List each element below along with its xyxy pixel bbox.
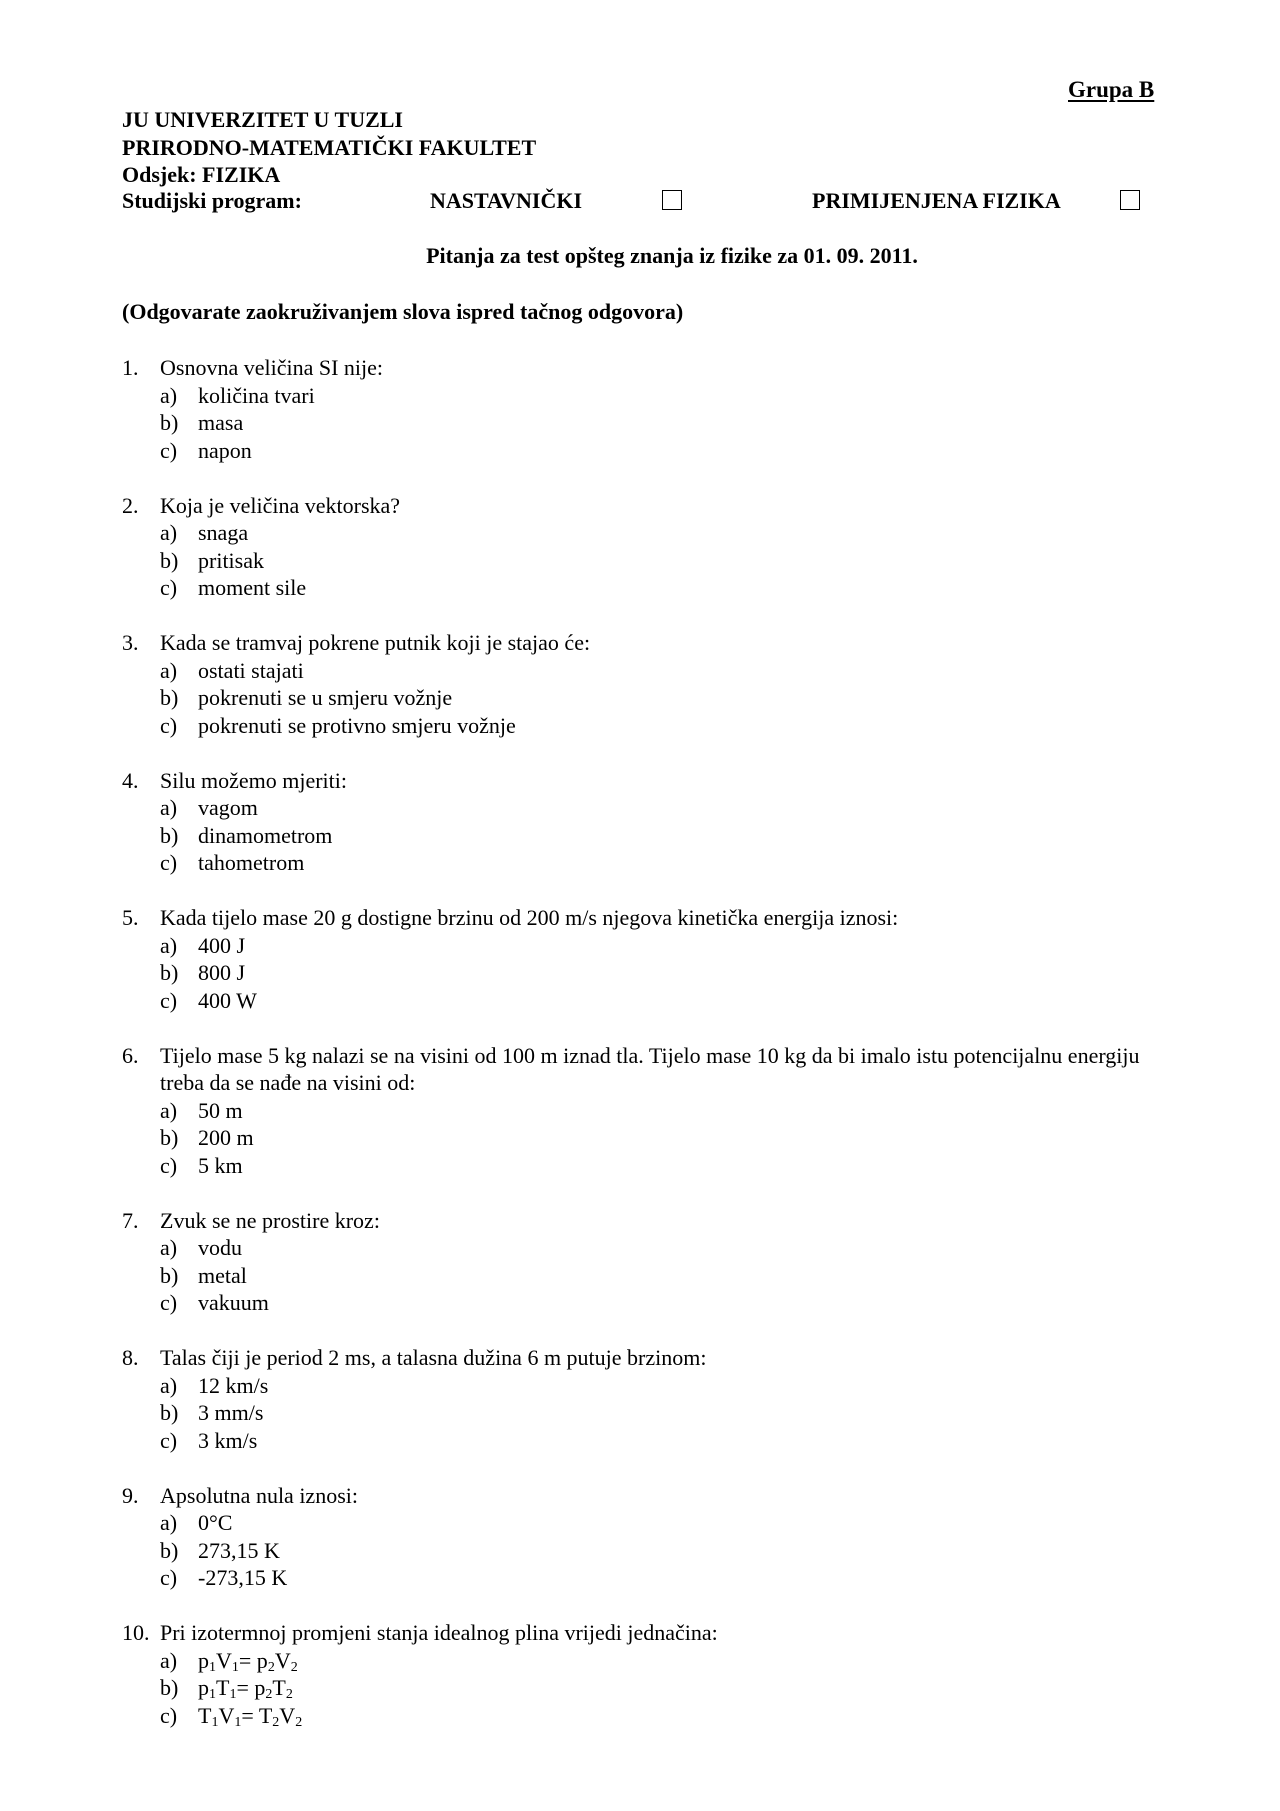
- answer-text: 3 km/s: [198, 1427, 258, 1453]
- answer-letter: a): [160, 1647, 178, 1673]
- question-number: 1.: [122, 355, 139, 380]
- answer-option[interactable]: [122, 1152, 1172, 1180]
- department-name: Odsjek: FIZIKA: [122, 162, 281, 187]
- answer-option[interactable]: [122, 1372, 1172, 1400]
- question-text: Silu možemo mjeriti:: [160, 767, 347, 793]
- answer-option[interactable]: [122, 1647, 1172, 1675]
- answer-text: moment sile: [198, 575, 307, 600]
- answer-option[interactable]: [122, 712, 1172, 740]
- answer-letter: b): [160, 1537, 179, 1563]
- question-item: [122, 904, 1172, 1014]
- answer-letter: c): [160, 575, 178, 600]
- answer-letter: a): [160, 1372, 178, 1398]
- answer-option[interactable]: [122, 1097, 1172, 1125]
- question-line: [122, 904, 1172, 932]
- answer-letter: c): [160, 1565, 178, 1590]
- question-line: [122, 767, 1172, 795]
- answer-letter: a): [160, 657, 178, 683]
- answer-letter: b): [160, 1262, 179, 1288]
- answer-option[interactable]: [122, 1537, 1172, 1565]
- question-number: 4.: [122, 767, 139, 793]
- question-item: [122, 354, 1172, 464]
- answer-option[interactable]: [122, 932, 1172, 960]
- answer-letter: b): [160, 1125, 179, 1150]
- answer-letter: c): [160, 1290, 178, 1315]
- answer-text: $p_1T_1= p_2T_2$: [198, 1675, 293, 1702]
- answer-letter: c): [160, 850, 178, 875]
- question-line: [122, 354, 1172, 382]
- answer-option[interactable]: [122, 1509, 1172, 1537]
- question-text: Pri izotermnoj promjeni stanja idealnog plina vrijedi jednačina:: [160, 1620, 718, 1645]
- group-label: Grupa B: [1068, 77, 1155, 102]
- answer-option[interactable]: [122, 437, 1172, 465]
- study-program-label: Studijski program:: [122, 188, 302, 213]
- answer-option[interactable]: [122, 1427, 1172, 1455]
- question-text: Tijelo mase 5 kg nalazi se na visini od 100 m iznad tla. Tijelo mase 10 kg da bi imalo istu potencijalnu energiju treba da se nađe na visini od:: [160, 1042, 1140, 1095]
- test-title: Pitanja za test opšteg znanja iz fizike za 01. 09. 2011.: [426, 243, 918, 268]
- answer-text: masa: [198, 410, 244, 435]
- answer-text: vodu: [198, 1235, 242, 1260]
- question-text: Apsolutna nula iznosi:: [160, 1482, 358, 1508]
- university-name: JU UNIVERZITET U TUZLI: [122, 107, 403, 132]
- question-text: Talas čiji je period 2 ms, a talasna dužina 6 m putuje brzinom:: [160, 1345, 707, 1370]
- answer-option[interactable]: [122, 987, 1172, 1015]
- question-text: Osnovna veličina SI nije:: [160, 355, 384, 380]
- answer-text: metal: [198, 1262, 247, 1288]
- question-line: [122, 492, 1172, 520]
- question-number: 9.: [122, 1482, 139, 1508]
- question-item: [122, 629, 1172, 739]
- question-item: [122, 492, 1172, 602]
- answer-text: 273,15 K: [198, 1537, 280, 1563]
- question-line: [122, 1482, 1172, 1510]
- question-item: [122, 1207, 1172, 1317]
- answer-letter: c): [160, 712, 178, 738]
- answer-text: -273,15 K: [198, 1565, 288, 1590]
- answer-option[interactable]: [122, 1234, 1172, 1262]
- answer-letter: c): [160, 437, 178, 463]
- answer-option[interactable]: [122, 1702, 1172, 1730]
- answer-option[interactable]: [122, 1399, 1172, 1427]
- question-number: 3.: [122, 630, 139, 655]
- answer-text: $T_1V_1= T_2V_2$: [198, 1702, 303, 1730]
- answer-text: pokrenuti se protivno smjeru vožnje: [198, 712, 516, 738]
- question-number: 7.: [122, 1207, 139, 1233]
- answer-letter: b): [160, 685, 179, 710]
- answer-text: 0°C: [198, 1510, 233, 1535]
- answer-letter: c): [160, 1427, 178, 1453]
- answer-letter: c): [160, 1152, 178, 1178]
- question-number: 2.: [122, 492, 139, 518]
- answer-text: 400 W: [198, 987, 257, 1013]
- question-text: Koja je veličina vektorska?: [160, 492, 401, 518]
- answer-text: vakuum: [198, 1290, 269, 1315]
- question-line: [122, 1344, 1172, 1372]
- answer-option[interactable]: [122, 547, 1172, 575]
- answer-letter: a): [160, 1097, 178, 1123]
- program-option-nastavnicki-checkbox[interactable]: [662, 190, 682, 210]
- question-list: [122, 354, 1172, 1757]
- question-number: 8.: [122, 1345, 139, 1370]
- question-item: [122, 1619, 1172, 1729]
- answer-text: snaga: [198, 520, 249, 545]
- answer-option[interactable]: [122, 382, 1172, 410]
- answer-option[interactable]: [122, 822, 1172, 850]
- answer-text: ostati stajati: [198, 657, 304, 683]
- answer-text: količina tvari: [198, 382, 315, 408]
- answer-option[interactable]: [122, 574, 1172, 602]
- answer-option[interactable]: [122, 1289, 1172, 1317]
- answer-text: 3 mm/s: [198, 1400, 264, 1425]
- answer-text: tahometrom: [198, 850, 305, 875]
- answer-text: 800 J: [198, 960, 246, 985]
- answer-text: 5 km: [198, 1152, 243, 1178]
- answer-option[interactable]: [122, 1262, 1172, 1290]
- question-item: [122, 767, 1172, 877]
- question-text: Kada se tramvaj pokrene putnik koji je stajao će:: [160, 630, 591, 655]
- answer-option[interactable]: [122, 409, 1172, 437]
- answer-text: 400 J: [198, 932, 246, 958]
- answer-letter: a): [160, 932, 178, 958]
- question-text: Kada tijelo mase 20 g dostigne brzinu od 200 m/s njegova kinetička energija iznosi:: [160, 905, 899, 930]
- question-line: [122, 629, 1172, 657]
- answer-letter: a): [160, 1235, 178, 1260]
- answer-text: dinamometrom: [198, 822, 333, 848]
- answer-letter: a): [160, 520, 178, 545]
- answer-letter: b): [160, 410, 179, 435]
- answer-text: pokrenuti se u smjeru vožnje: [198, 685, 453, 710]
- program-option-primijenjena-label: PRIMIJENJENA FIZIKA: [812, 188, 1061, 213]
- answer-option[interactable]: [122, 657, 1172, 685]
- question-item: [122, 1482, 1172, 1592]
- question-line: [122, 1042, 1172, 1097]
- faculty-name: PRIRODNO-MATEMATIČKI FAKULTET: [122, 135, 537, 160]
- answer-letter: b): [160, 822, 179, 848]
- answer-text: 200 m: [198, 1125, 254, 1150]
- program-option-nastavnicki-label: NASTAVNIČKI: [430, 188, 583, 213]
- answer-option[interactable]: [122, 1674, 1172, 1702]
- answer-option[interactable]: [122, 794, 1172, 822]
- answer-option[interactable]: [122, 1124, 1172, 1152]
- answer-letter: b): [160, 1675, 179, 1700]
- question-number: 5.: [122, 905, 139, 930]
- answer-option[interactable]: [122, 1564, 1172, 1592]
- answer-letter: b): [160, 547, 179, 573]
- question-number: 6.: [122, 1042, 139, 1068]
- answer-letter: a): [160, 795, 178, 820]
- answer-text: napon: [198, 437, 252, 463]
- question-item: [122, 1042, 1172, 1180]
- answer-letter: c): [160, 987, 178, 1013]
- answer-text: pritisak: [198, 547, 264, 573]
- answer-letter: a): [160, 382, 178, 408]
- question-item: [122, 1344, 1172, 1454]
- answer-text: $p_1V_1= p_2V_2$: [198, 1647, 298, 1675]
- answer-option[interactable]: [122, 684, 1172, 712]
- answer-letter: b): [160, 1400, 179, 1425]
- program-option-primijenjena-checkbox[interactable]: [1120, 190, 1140, 210]
- question-number: 10.: [122, 1620, 150, 1645]
- question-text: Zvuk se ne prostire kroz:: [160, 1207, 380, 1233]
- answer-letter: c): [160, 1702, 178, 1728]
- question-line: [122, 1207, 1172, 1235]
- answer-letter: a): [160, 1510, 178, 1535]
- answer-text: 12 km/s: [198, 1372, 269, 1398]
- question-line: [122, 1619, 1172, 1647]
- answer-text: vagom: [198, 795, 258, 820]
- answer-option[interactable]: [122, 849, 1172, 877]
- instruction-text: (Odgovarate zaokruživanjem slova ispred tačnog odgovora): [122, 299, 684, 324]
- answer-option[interactable]: [122, 519, 1172, 547]
- study-program-row: [122, 188, 1172, 218]
- answer-text: 50 m: [198, 1097, 243, 1123]
- answer-letter: b): [160, 960, 179, 985]
- answer-option[interactable]: [122, 959, 1172, 987]
